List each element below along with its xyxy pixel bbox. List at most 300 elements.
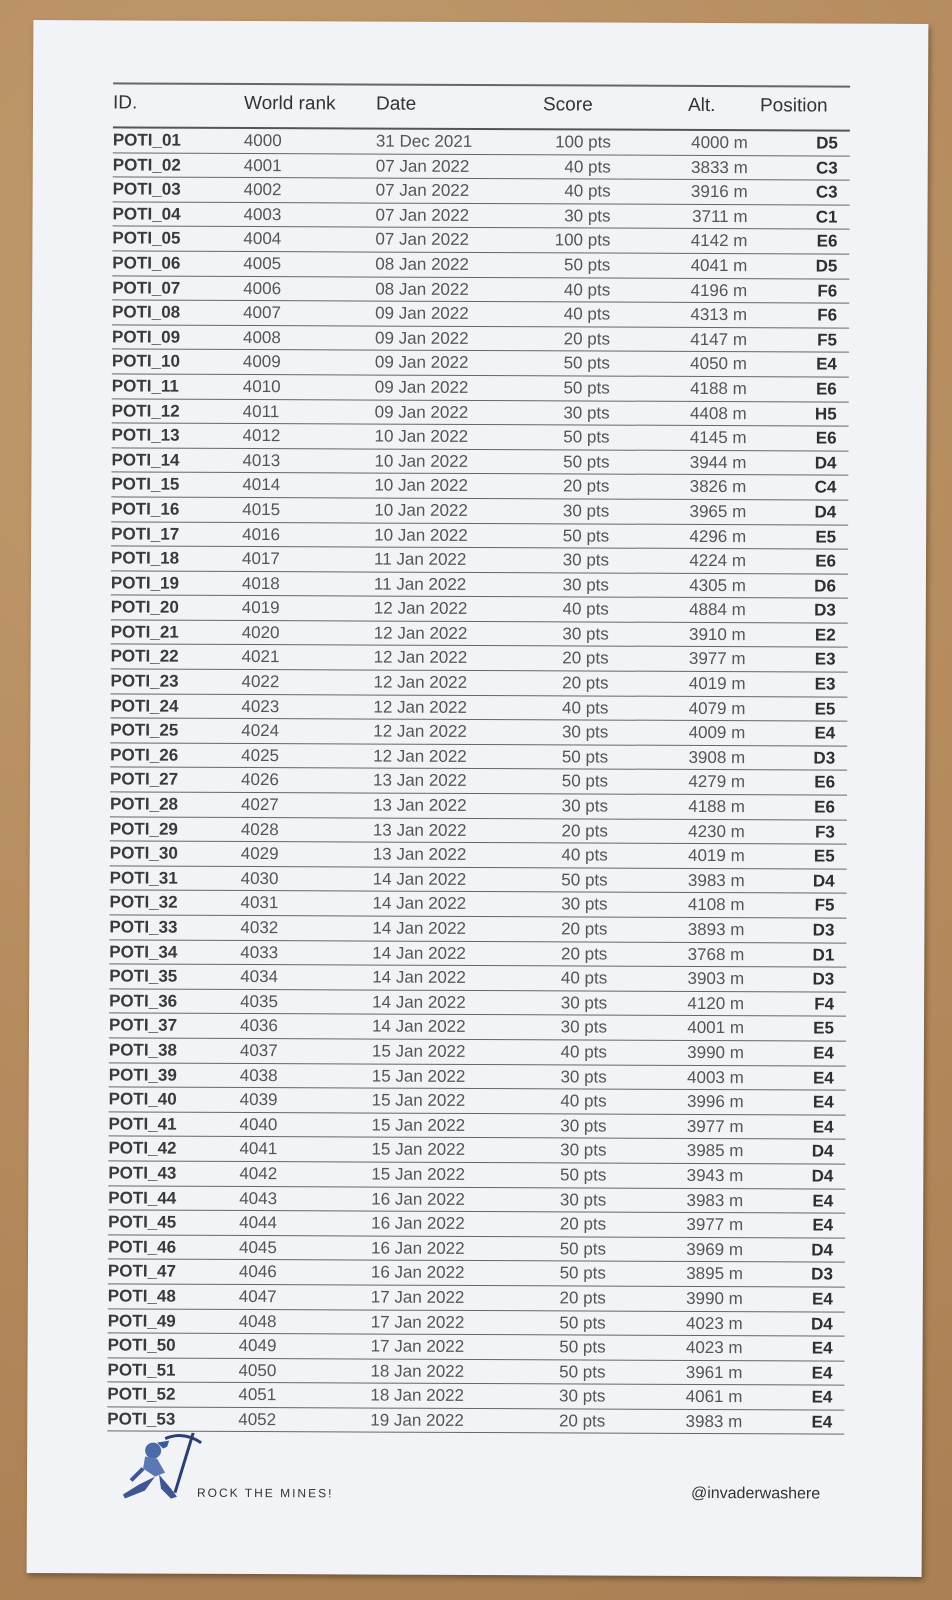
cell-score: 50 pts [561,747,609,767]
cell-world-rank: 4023 [241,696,280,716]
cell-world-rank: 4000 [243,130,282,151]
cell-alt: 4023 m [685,1338,743,1358]
table-row [110,792,847,820]
cell-world-rank: 4022 [241,672,280,692]
header-alt: Alt. [687,94,716,117]
cell-position: E6 [814,772,836,792]
cell-alt: 3893 m [687,919,745,940]
table-row [112,350,849,378]
cell-score: 20 pts [561,919,608,939]
cell-alt: 4009 m [688,723,746,743]
cell-id: POTI_01 [112,130,181,150]
cell-alt: 3977 m [686,1116,744,1136]
cell-world-rank: 4011 [242,401,280,421]
cell-score: 20 pts [559,1214,607,1234]
cell-world-rank: 4033 [240,942,279,962]
cell-score: 40 pts [560,1091,607,1111]
cell-id: POTI_12 [111,400,180,421]
cell-world-rank: 4010 [242,376,281,397]
cell-score: 40 pts [564,156,611,177]
table-row [113,128,850,156]
cell-alt: 4019 m [688,846,745,866]
cell-position: F6 [817,305,838,325]
table-row [108,1235,845,1263]
cell-alt: 3983 m [686,1190,744,1210]
cell-world-rank: 4018 [241,573,280,593]
table-row [109,915,846,943]
table-row [112,202,849,230]
cell-date: 13 Jan 2022 [372,820,467,840]
cell-score: 40 pts [563,279,611,300]
cell-alt: 3985 m [686,1141,744,1161]
cell-score: 50 pts [563,452,610,472]
cell-alt: 3903 m [687,969,745,989]
cell-alt: 3983 m [687,870,745,890]
cell-position: E6 [814,797,836,817]
cell-position: D5 [815,256,838,276]
cell-score: 30 pts [560,1017,608,1037]
table-row [107,1407,844,1435]
cell-world-rank: 4036 [239,1016,278,1036]
cell-score: 30 pts [562,501,610,521]
cell-world-rank: 4015 [242,499,281,520]
cell-alt: 4313 m [690,305,748,325]
cell-world-rank: 4048 [238,1311,277,1331]
cell-score: 30 pts [561,894,608,914]
cell-id: POTI_42 [108,1138,177,1159]
cell-world-rank: 4019 [241,598,280,618]
cell-score: 100 pts [555,132,611,152]
cell-date: 10 Jan 2022 [374,426,469,447]
cell-date: 14 Jan 2022 [372,943,466,963]
cell-alt: 3895 m [686,1264,743,1284]
cell-id: POTI_36 [109,991,178,1011]
table-row [109,1112,846,1140]
cell-position: E4 [812,1215,834,1235]
table-row [108,1137,845,1165]
cell-position: D4 [810,1313,833,1334]
cell-position: E4 [811,1289,833,1309]
cell-score: 50 pts [563,353,610,373]
cell-date: 08 Jan 2022 [375,254,469,274]
cell-world-rank: 4030 [240,868,279,888]
header-id: ID. [112,92,138,114]
cell-position: E3 [814,649,836,670]
cell-position: D3 [812,920,835,940]
table-row [112,301,849,329]
cell-date: 14 Jan 2022 [372,918,467,938]
cell-position: E4 [813,1043,834,1063]
table-row [113,178,850,206]
cell-date: 07 Jan 2022 [375,229,470,250]
miner-with-pickaxe-icon [105,1432,205,1502]
cell-alt: 4145 m [689,428,747,448]
table-row [111,571,848,599]
cell-id: POTI_07 [112,277,181,298]
cell-position: D3 [813,748,836,768]
cell-score: 40 pts [562,698,609,718]
cell-position: E4 [812,1190,834,1211]
cell-id: POTI_04 [112,204,181,224]
cell-score: 50 pts [559,1239,607,1259]
cell-date: 16 Jan 2022 [371,1189,465,1209]
cell-score: 30 pts [560,993,608,1013]
cell-alt: 3711 m [692,206,748,226]
cell-alt: 4296 m [689,526,747,546]
cell-date: 14 Jan 2022 [372,869,467,889]
table-row [111,497,848,525]
cell-id: POTI_41 [108,1114,177,1134]
cell-id: POTI_09 [111,327,181,347]
table-row [111,596,848,624]
cell-world-rank: 4003 [243,204,282,224]
cell-alt: 3943 m [686,1165,744,1186]
table-row [107,1358,844,1386]
cell-id: POTI_27 [110,769,179,790]
cell-date: 14 Jan 2022 [371,1016,466,1037]
cell-id: POTI_22 [110,646,179,667]
cell-world-rank: 4046 [238,1262,277,1282]
cell-id: POTI_34 [109,941,178,962]
cell-id: POTI_52 [107,1384,176,1404]
cell-date: 10 Jan 2022 [374,525,468,545]
table-row [109,940,846,968]
table-row [112,276,849,304]
cell-date: 12 Jan 2022 [373,721,467,742]
cell-id: POTI_39 [108,1064,177,1085]
cell-score: 40 pts [560,968,608,988]
table-row [109,1088,846,1116]
cell-alt: 3977 m [686,1215,744,1235]
cell-score: 50 pts [563,427,610,447]
cell-score: 20 pts [560,943,608,964]
cell-world-rank: 4025 [241,745,280,765]
cell-date: 10 Jan 2022 [374,451,469,471]
cell-world-rank: 4024 [241,721,280,741]
cell-id: POTI_16 [111,499,180,519]
cell-alt: 4196 m [690,280,748,300]
cell-id: POTI_30 [109,843,178,863]
cell-id: POTI_13 [111,425,180,445]
cell-world-rank: 4051 [238,1385,277,1405]
cell-date: 14 Jan 2022 [372,992,466,1012]
cell-score: 40 pts [560,1042,607,1062]
author-handle: @invaderwashere [690,1484,821,1503]
cell-world-rank: 4037 [239,1040,278,1061]
table-row [111,620,848,648]
cell-id: POTI_46 [107,1237,177,1257]
table-row [112,325,849,353]
cell-world-rank: 4020 [241,622,280,643]
cell-id: POTI_18 [111,548,180,568]
cell-alt: 4000 m [691,132,748,153]
cell-world-rank: 4038 [239,1065,278,1085]
cell-world-rank: 4049 [238,1336,277,1356]
cell-alt: 3908 m [688,747,746,768]
cell-position: D1 [812,945,835,965]
table-row [113,153,850,181]
header-score: Score [542,94,593,116]
cell-alt: 4023 m [685,1313,743,1333]
cell-world-rank: 4041 [239,1139,278,1159]
cell-world-rank: 4043 [239,1188,278,1208]
cell-date: 13 Jan 2022 [372,795,467,815]
cell-id: POTI_06 [112,253,181,273]
cell-world-rank: 4026 [241,770,279,790]
cell-date: 07 Jan 2022 [375,180,470,201]
cell-date: 14 Jan 2022 [372,967,466,988]
cell-id: POTI_05 [112,228,181,249]
cell-score: 50 pts [560,1165,607,1185]
cell-position: E2 [814,625,836,645]
cell-date: 12 Jan 2022 [373,623,468,643]
cell-position: D5 [816,133,838,153]
cell-date: 13 Jan 2022 [372,844,467,865]
cell-score: 30 pts [562,624,609,644]
cell-date: 12 Jan 2022 [373,598,468,619]
cell-position: D4 [811,1166,834,1186]
cell-id: POTI_48 [107,1286,176,1306]
table-row [112,227,849,255]
cell-id: POTI_45 [108,1212,177,1232]
cell-alt: 4188 m [690,378,747,399]
cell-score: 30 pts [562,575,609,595]
cell-world-rank: 4034 [240,967,279,987]
table-row [112,374,849,402]
cell-alt: 3990 m [686,1288,743,1309]
cell-date: 16 Jan 2022 [370,1262,465,1283]
cell-score: 30 pts [560,1116,607,1136]
cell-id: POTI_10 [111,351,180,372]
cell-date: 13 Jan 2022 [373,770,467,791]
cell-alt: 4061 m [685,1387,743,1407]
cell-date: 15 Jan 2022 [371,1090,466,1111]
cell-position: E3 [814,674,836,694]
cell-position: E4 [816,354,837,374]
cell-date: 19 Jan 2022 [370,1410,464,1430]
cell-date: 16 Jan 2022 [371,1213,465,1234]
table-row [108,1284,845,1312]
cell-world-rank: 4047 [238,1286,277,1307]
cell-score: 40 pts [563,304,611,324]
cell-score: 30 pts [560,1066,607,1087]
cell-world-rank: 4027 [240,794,279,815]
cell-id: POTI_49 [107,1310,176,1331]
cell-id: POTI_20 [110,597,179,617]
cell-id: POTI_23 [110,671,179,691]
cell-alt: 4188 m [688,796,746,817]
cell-score: 30 pts [560,1140,607,1160]
top-rule [113,82,850,87]
cell-score: 50 pts [561,870,608,890]
cell-date: 08 Jan 2022 [375,279,469,299]
cell-position: E4 [812,1068,834,1088]
table-row [112,424,849,452]
cell-alt: 4224 m [689,551,747,571]
table-body [107,128,850,1435]
cell-world-rank: 4050 [238,1360,277,1380]
cell-world-rank: 4044 [239,1213,278,1233]
table-row [109,1038,846,1066]
cell-world-rank: 4017 [242,549,280,569]
cell-date: 31 Dec 2021 [375,131,473,151]
cell-score: 50 pts [563,378,610,398]
cell-score: 20 pts [563,476,610,496]
cell-date: 16 Jan 2022 [370,1238,465,1258]
cell-alt: 3969 m [686,1239,744,1259]
cell-world-rank: 4005 [243,253,282,274]
cell-alt: 4142 m [690,231,748,251]
table-row [110,743,847,771]
cell-position: D4 [811,1141,834,1161]
cell-date: 17 Jan 2022 [370,1287,465,1307]
table-row [110,669,847,697]
cell-world-rank: 4029 [240,844,279,864]
cell-id: POTI_28 [109,794,179,814]
cell-id: POTI_03 [112,179,181,199]
cell-alt: 3944 m [689,452,747,472]
cell-position: E5 [813,1018,835,1038]
cell-score: 30 pts [559,1189,607,1210]
cell-position: E5 [814,699,836,719]
cell-id: POTI_50 [107,1335,176,1355]
cell-id: POTI_51 [107,1360,176,1380]
cell-date: 15 Jan 2022 [371,1066,466,1086]
table-row [110,719,847,747]
cell-world-rank: 4002 [243,180,282,200]
cell-date: 12 Jan 2022 [373,746,467,766]
cell-date: 10 Jan 2022 [374,500,468,520]
cell-score: 50 pts [559,1263,606,1283]
tagline: ROCK THE MINES! [196,1485,334,1501]
cell-id: POTI_32 [109,892,178,913]
cell-id: POTI_44 [108,1187,177,1208]
cell-score: 30 pts [563,402,610,423]
cell-world-rank: 4040 [239,1114,278,1134]
table-row [108,1260,845,1288]
cell-id: POTI_08 [112,302,181,322]
header-world-rank: World rank [243,92,336,115]
cell-alt: 3996 m [686,1092,744,1112]
cell-alt: 4120 m [687,993,745,1013]
cell-position: D4 [814,502,837,522]
cell-position: H5 [814,404,837,424]
cell-date: 14 Jan 2022 [372,893,467,914]
cell-world-rank: 4014 [242,475,281,495]
cell-world-rank: 4045 [238,1237,277,1257]
table-header [113,90,850,131]
table-row [108,1309,845,1337]
cell-alt: 4041 m [690,255,748,276]
table-row [110,694,847,722]
cell-id: POTI_25 [110,720,179,740]
cell-position: C3 [815,158,838,178]
table-row [111,473,848,501]
cell-world-rank: 4008 [242,327,281,347]
cell-world-rank: 4007 [243,303,281,323]
cell-world-rank: 4004 [243,229,282,249]
cell-position: C1 [815,207,838,227]
cell-alt: 3961 m [685,1362,743,1382]
table-row [109,989,846,1017]
cell-id: POTI_02 [112,154,181,175]
cell-world-rank: 4028 [240,819,279,839]
cell-score: 50 pts [559,1362,606,1382]
cell-score: 40 pts [561,845,608,865]
header-position: Position [759,95,828,117]
cell-date: 15 Jan 2022 [371,1139,466,1160]
cell-alt: 3990 m [687,1042,744,1063]
table-row [107,1383,844,1411]
table-row [109,891,846,919]
cell-position: E6 [815,551,837,571]
cell-position: E4 [812,1092,834,1112]
cell-date: 18 Jan 2022 [370,1361,465,1381]
cell-world-rank: 4039 [239,1090,278,1110]
table-row [110,817,847,845]
cell-id: POTI_14 [111,450,180,470]
cell-date: 09 Jan 2022 [375,303,469,324]
cell-score: 30 pts [562,550,610,570]
cell-score: 100 pts [554,230,611,250]
cell-alt: 4305 m [689,575,746,595]
cell-score: 40 pts [562,599,609,619]
cell-position: E4 [811,1338,833,1358]
table-row [111,522,848,550]
table-row [108,1211,845,1239]
table-row [108,1161,845,1189]
cell-position: E4 [814,723,836,743]
table-row [112,399,849,427]
cell-date: 15 Jan 2022 [371,1164,465,1184]
cell-score: 20 pts [561,820,608,841]
table-row [109,965,846,993]
table-row [112,251,849,279]
cell-world-rank: 4035 [240,991,278,1011]
cell-id: POTI_37 [108,1015,178,1036]
cell-id: POTI_15 [111,474,180,495]
cell-world-rank: 4012 [242,426,281,446]
cell-alt: 3910 m [688,624,746,645]
cell-id: POTI_21 [110,622,179,642]
cell-alt: 4279 m [688,772,746,792]
cell-alt: 4003 m [687,1067,744,1087]
cell-date: 12 Jan 2022 [373,648,468,668]
cell-id: POTI_53 [107,1409,176,1429]
cell-date: 07 Jan 2022 [375,205,470,225]
table-row [111,448,848,476]
table-row [109,1014,846,1042]
cell-world-rank: 4016 [242,524,281,544]
cell-id: POTI_40 [108,1089,177,1109]
cell-alt: 4050 m [690,354,747,374]
cell-world-rank: 4013 [242,450,281,470]
cell-date: 12 Jan 2022 [373,697,468,717]
cell-date: 11 Jan 2022 [374,549,467,570]
header-date: Date [375,93,417,115]
cell-score: 50 pts [562,525,610,546]
table-row [111,546,848,574]
cell-world-rank: 4052 [238,1409,277,1430]
cell-date: 12 Jan 2022 [373,672,468,693]
cell-id: POTI_47 [107,1261,177,1282]
cell-alt: 3977 m [688,649,746,669]
cell-id: POTI_19 [110,573,180,593]
cell-alt: 3983 m [685,1411,743,1432]
cell-date: 17 Jan 2022 [370,1312,465,1332]
cell-id: POTI_33 [109,917,178,937]
cell-score: 20 pts [562,648,609,669]
